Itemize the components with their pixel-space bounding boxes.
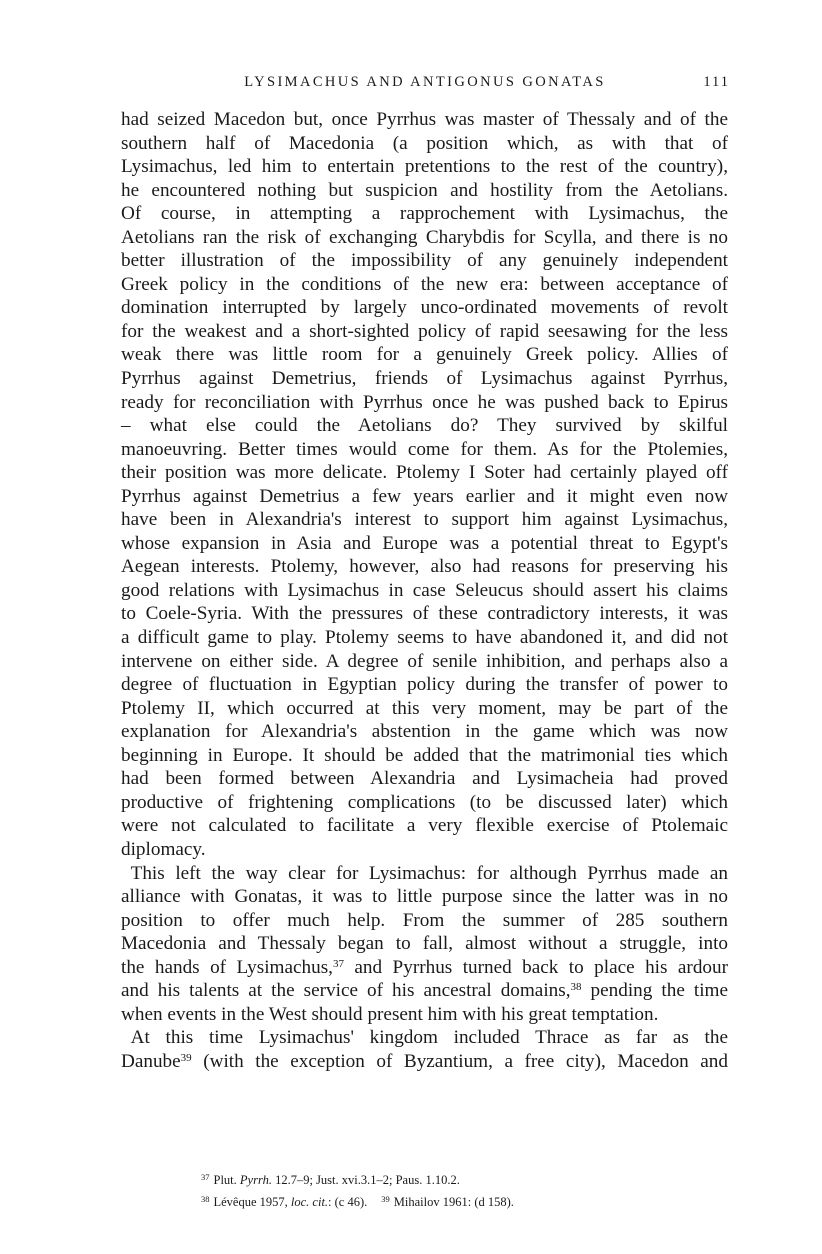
text-line (121, 1050, 728, 1074)
text-line: Aegean interests. Ptolemy, however, also had reasons for preserving his (121, 556, 728, 578)
text-line: good relations with Lysimachus in case Seleucus should assert his claims (121, 579, 728, 601)
text-line: have been in Alexandria's interest to support him against Lysimachus, (121, 509, 728, 531)
text-line: intervene on either side. A degree of senile inhibition, and perhaps also a (121, 650, 728, 672)
text-line: beginning in Europe. It should be added that the matrimonial ties which (121, 744, 728, 766)
text-line: Of course, in attempting a rapprochement with Lysimachus, the (121, 203, 728, 225)
text-segment: and his talents at the service of his ancestral domains, (121, 980, 571, 1002)
footnote-text: : (c 46). (328, 1195, 368, 1209)
text-line: ready for reconciliation with Pyrrhus once he was pushed back to Epirus (121, 391, 728, 413)
text-line: alliance with Gonatas, it was to little purpose since the latter was in no (121, 886, 728, 908)
text-line: At this time Lysimachus' kingdom included Thrace as far as the (130, 1027, 728, 1049)
text-line: when events in the West should present him with his great temptation. (121, 1003, 659, 1025)
running-head (120, 74, 730, 100)
footnote-italic: Pyrrh. (239, 1173, 272, 1187)
footnote-number: 39 (381, 1194, 390, 1204)
text-line: Macedonia and Thessaly began to fall, almost without a struggle, into (121, 933, 728, 955)
text-line: were not calculated to facilitate a very flexible exercise of Ptolemaic (121, 815, 728, 837)
paragraph-3 (121, 1026, 728, 1073)
footnote-text: Lévêque 1957, (213, 1195, 291, 1209)
text-line: for the weakest and a short-sighted policy of rapid seesawing for the less (121, 320, 728, 342)
text-line: Greek policy in the conditions of the new era: between acceptance of (121, 273, 728, 295)
footnote-37 (201, 1168, 721, 1190)
text-line: better illustration of the impossibility of any genuinely independent (121, 250, 728, 272)
footnote-italic: loc. cit. (290, 1195, 329, 1209)
footnote-ref-38[interactable]: 38 (570, 981, 582, 994)
text-segment: Danube (121, 1050, 181, 1072)
text-line: to Coele-Syria. With the pressures of these contradictory interests, it was (121, 603, 728, 625)
text-line: – what else could the Aetolians do? They survived by skilful (121, 415, 728, 437)
footnote-38-39 (201, 1190, 721, 1212)
text-line: Pyrrhus against Demetrius, friends of Lysimachus against Pyrrhus, (121, 368, 728, 390)
text-line: degree of fluctuation in Egyptian policy during the transfer of power to (121, 674, 728, 696)
text-line: productive of frightening complications (to be discussed later) which (121, 791, 728, 813)
text-line: had been formed between Alexandria and Lysimacheia had proved (121, 768, 728, 790)
footnote-ref-39[interactable]: 39 (180, 1051, 192, 1064)
body-text (121, 108, 728, 1073)
text-line: diplomacy. (121, 838, 206, 860)
footnote-ref-37[interactable]: 37 (332, 957, 344, 970)
footnotes (201, 1168, 721, 1212)
text-segment: the hands of Lysimachus, (121, 956, 333, 978)
paragraph-2 (121, 862, 728, 1027)
text-line: Lysimachus, led him to entertain pretentions to the rest of the country), (121, 156, 728, 178)
footnote-number: 37 (201, 1172, 210, 1182)
text-line: weak there was little room for a genuinely Greek policy. Allies of (121, 344, 728, 366)
text-line (121, 956, 728, 980)
text-line: southern half of Macedonia (a position which, as with that of (121, 132, 728, 154)
text-line: position to offer much help. From the summer of 285 southern (121, 909, 728, 931)
text-segment: and Pyrrhus turned back to place his ardour (343, 956, 728, 978)
text-line: Ptolemy II, which occurred at this very moment, may be part of the (121, 697, 728, 719)
footnote-text: 12.7–9; Just. xvi.3.1–2; Paus. 1.10.2. (271, 1173, 460, 1187)
page-number: 111 (703, 74, 730, 90)
text-line: domination interrupted by largely unco-ordinated movements of revolt (121, 297, 728, 319)
text-segment: pending the time (581, 980, 728, 1002)
footnote-text: Plut. (213, 1173, 240, 1187)
text-line: This left the way clear for Lysimachus: for although Pyrrhus made an (130, 862, 728, 884)
text-line: explanation for Alexandria's abstention in the game which was now (121, 721, 728, 743)
paragraph-1 (121, 108, 728, 862)
running-head-title: LYSIMACHUS AND ANTIGONUS GONATAS (244, 74, 606, 90)
text-line: their position was more delicate. Ptolemy I Soter had certainly played off (121, 462, 728, 484)
text-line (121, 979, 728, 1003)
text-line: whose expansion in Asia and Europe was a potential threat to Egypt's (121, 532, 728, 554)
text-line: had seized Macedon but, once Pyrrhus was master of Thessaly and of the (121, 109, 728, 130)
text-line: Pyrrhus against Demetrius a few years earlier and it might even now (121, 485, 728, 507)
text-line: manoeuvring. Better times would come for them. As for the Ptolemies, (121, 438, 728, 460)
text-line: he encountered nothing but suspicion and hostility from the Aetolians. (121, 179, 728, 201)
footnote-number: 38 (201, 1194, 210, 1204)
text-line: Aetolians ran the risk of exchanging Charybdis for Scylla, and there is no (121, 226, 728, 248)
footnote-text: Mihailov 1961: (d 158). (393, 1195, 514, 1209)
text-segment: (with the exception of Byzantium, a free city), Macedon and (191, 1050, 728, 1072)
text-line: a difficult game to play. Ptolemy seems to have abandoned it, and did not (121, 627, 728, 649)
